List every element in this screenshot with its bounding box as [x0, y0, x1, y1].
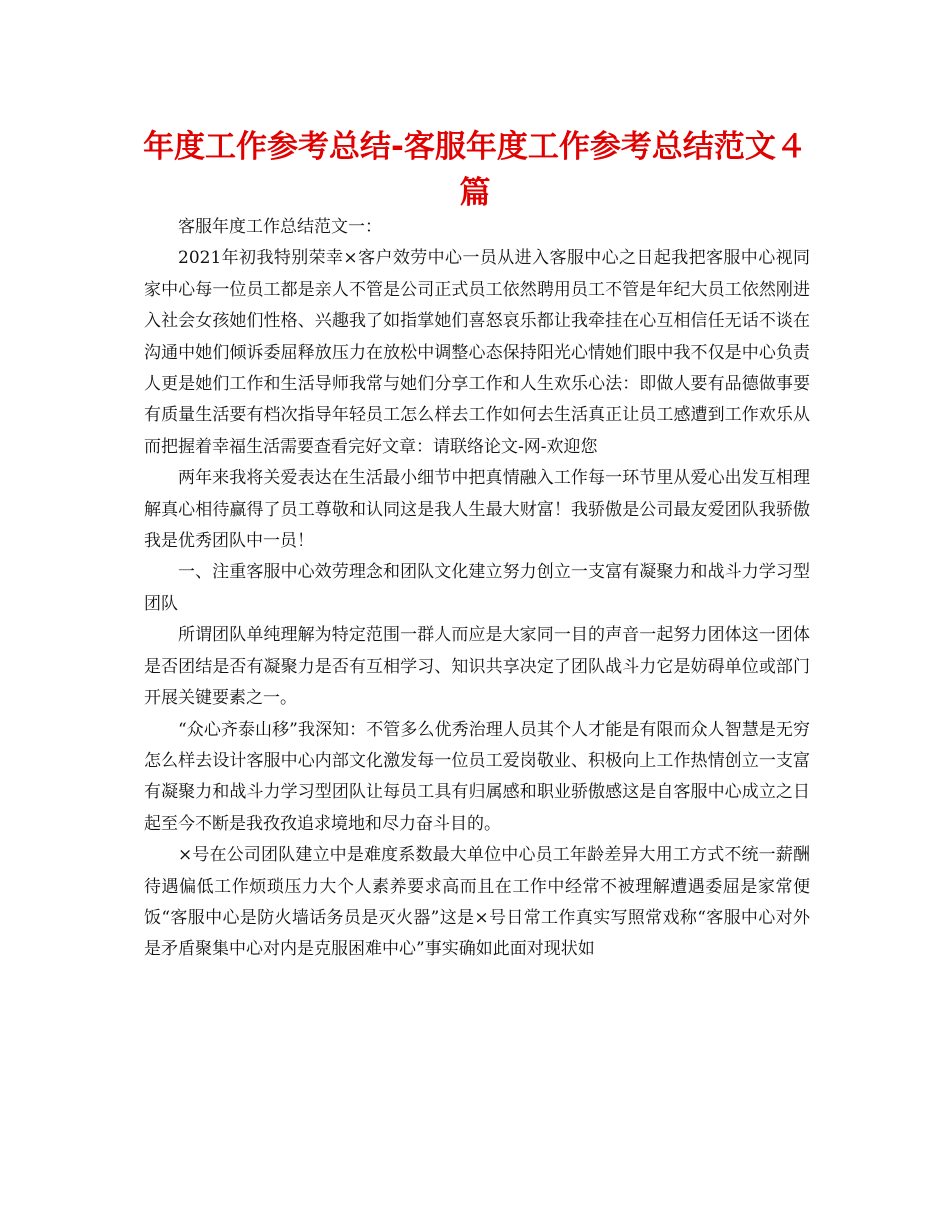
paragraph-heading-1: 客服年度工作总结范文一：	[178, 217, 382, 237]
paragraph: ×号在公司团队建立中是难度系数最大单位中心员工年龄差异大用工方式不统一薪酬待遇偏低工作烦琐压力大个人素养要求高而且在工作中经常不被理解遭遇委屈是家常便饭“客服中心是防火墙话务员是灭火器”这是×号日常工作真实写照常戏称“客服中心对外是矛盾聚集中心对内是克服困难中心”事实确如此面对现状如	[144, 845, 810, 960]
paragraph: “众心齐泰山移”我深知：不管多么优秀治理人员其个人才能是有限而众人智慧是无穷怎么样去设计客服中心内部文化激发每一位员工爱岗敬业、积极向上工作热情创立一支富有凝聚力和战斗力学习型团队让每员工具有归属感和职业骄傲感这是自客服中心成立之日起至今不断是我孜孜追求境地和尽力奋斗目的。	[144, 719, 810, 834]
paragraph: 所谓团队单纯理解为特定范围一群人而应是大家同一目的声音一起努力团体这一团体是否团结是否有凝聚力是否有互相学习、知识共享决定了团队战斗力它是妨碍单位或部门开展关键要素之一。	[144, 625, 810, 709]
paragraph: 2021年初我特别荣幸×客户效劳中心一员从进入客服中心之日起我把客服中心视同家中心每一位员工都是亲人不管是公司正式员工依然聘用员工不管是年纪大员工依然刚进入社会女孩她们性格、兴趣我了如指掌她们喜怒哀乐都让我牵挂在心互相信任无话不谈在沟通中她们倾诉委屈释放压力在放松中调整心态保持阳光心情她们眼中我不仅是中心负责人更是她们工作和生活导师我常与她们分享工作和人生欢乐心法：即做人要有品德做事要有质量生活要有档次指导年轻员工怎么样去工作如何去生活真正让员工感遭到工作欢乐从而把握着幸福生活需要查看完好文章：请联络论文-网-欢迎您	[144, 248, 810, 457]
paragraph: 两年来我将关爱表达在生活最小细节中把真情融入工作每一环节里从爱心出发互相理解真心相待赢得了员工尊敬和认同这是我人生最大财富！我骄傲是公司最友爱团队我骄傲我是优秀团队中一员！	[144, 468, 810, 552]
document-body	[144, 212, 810, 966]
section-heading: 一、注重客服中心效劳理念和团队文化建立努力创立一支富有凝聚力和战斗力学习型团队	[144, 562, 810, 614]
document-title: 年度工作参考总结-客服年度工作参考总结范文４篇	[143, 129, 807, 211]
